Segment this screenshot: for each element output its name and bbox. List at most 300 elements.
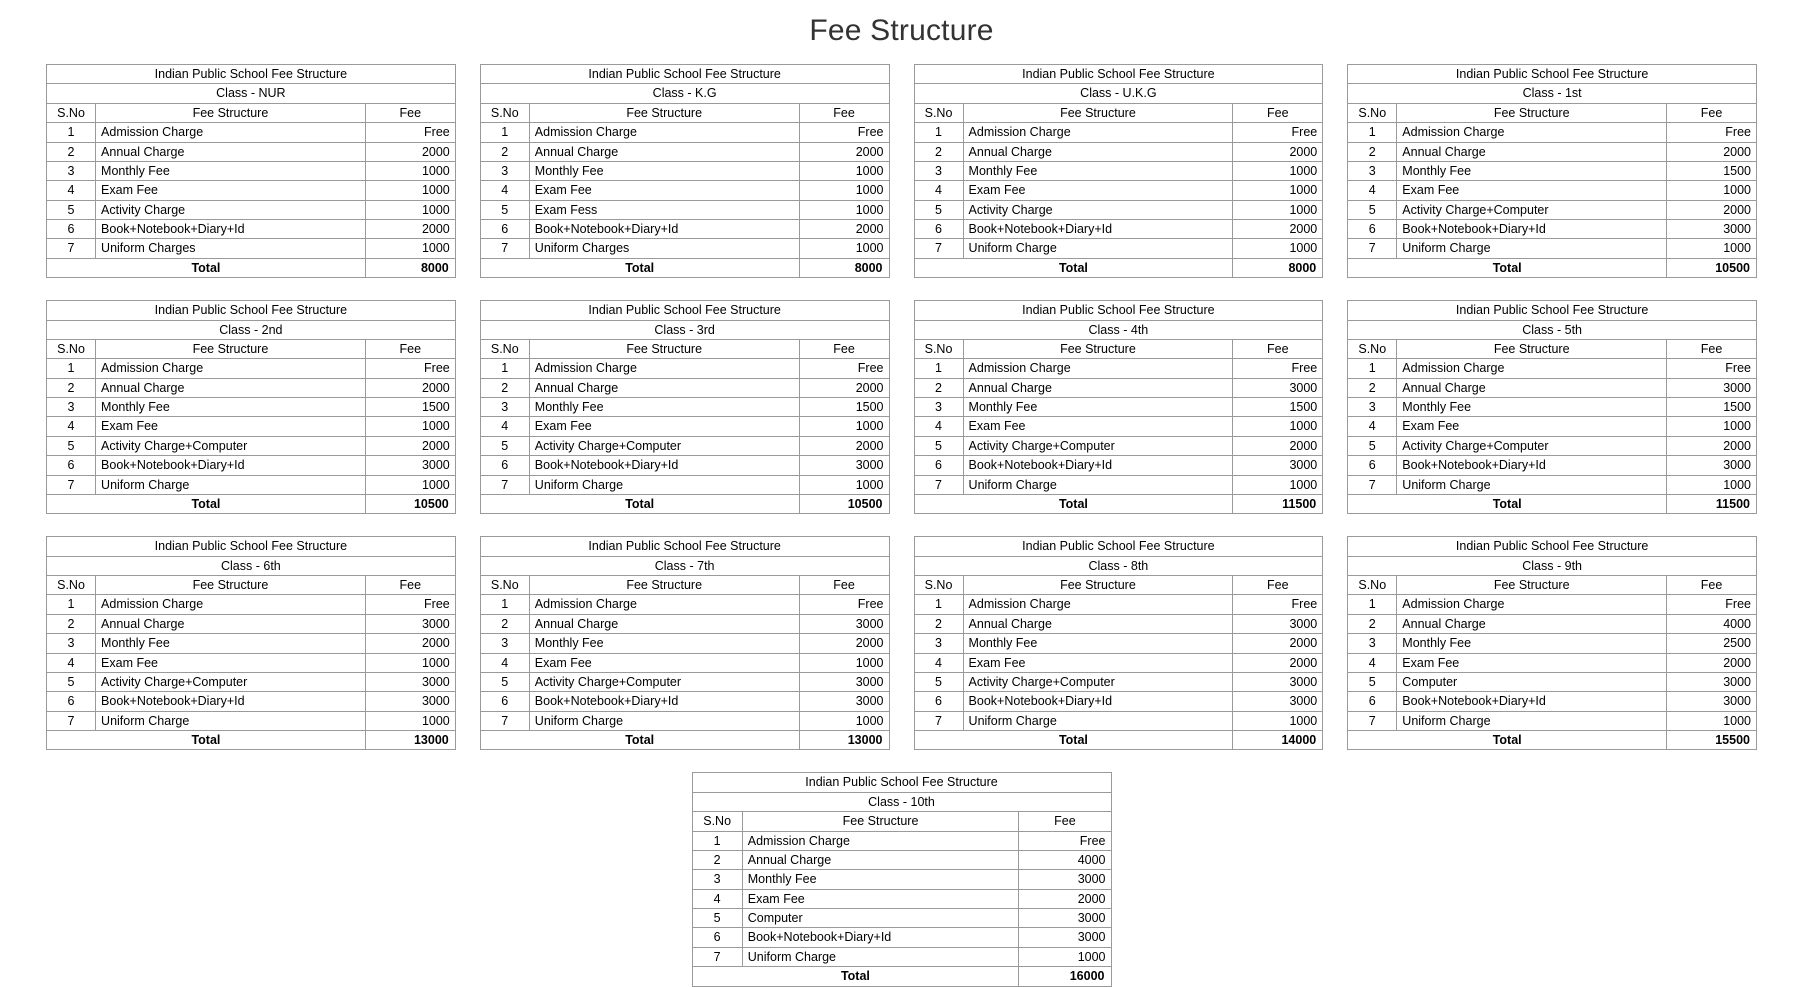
cell-sno: 3 xyxy=(47,161,96,180)
cell-description: Admission Charge xyxy=(1397,123,1667,142)
cell-sno: 6 xyxy=(1348,220,1397,239)
col-header-sno: S.No xyxy=(480,103,529,122)
cell-sno: 3 xyxy=(480,161,529,180)
cell-fee: 1000 xyxy=(1233,475,1323,494)
cell-fee: 2000 xyxy=(1667,142,1757,161)
cell-fee: 1000 xyxy=(365,711,455,730)
cell-sno: 7 xyxy=(480,239,529,258)
cell-fee: Free xyxy=(1667,359,1757,378)
cell-sno: 4 xyxy=(1348,417,1397,436)
total-label: Total xyxy=(480,258,799,277)
col-header-structure: Fee Structure xyxy=(529,576,799,595)
fee-table-cell xyxy=(468,300,902,536)
col-header-fee: Fee xyxy=(365,576,455,595)
cell-sno: 3 xyxy=(914,161,963,180)
cell-sno: 1 xyxy=(47,595,96,614)
fee-table-cell xyxy=(1335,64,1769,300)
col-header-fee: Fee xyxy=(799,103,889,122)
table-row xyxy=(1348,653,1757,672)
table-row xyxy=(914,653,1323,672)
table-header-row xyxy=(1348,576,1757,595)
cell-description: Admission Charge xyxy=(742,831,1019,850)
total-label: Total xyxy=(1348,258,1667,277)
cell-fee: 2000 xyxy=(1233,436,1323,455)
fee-table-cell xyxy=(1335,536,1769,772)
cell-fee: 2000 xyxy=(1019,889,1111,908)
col-header-fee: Fee xyxy=(1667,339,1757,358)
total-value: 8000 xyxy=(1233,258,1323,277)
cell-fee: 1000 xyxy=(799,239,889,258)
table-row xyxy=(1348,672,1757,691)
cell-sno: 5 xyxy=(1348,200,1397,219)
cell-description: Exam Fee xyxy=(1397,653,1667,672)
table-school-title-row xyxy=(480,301,889,320)
table-row xyxy=(47,711,456,730)
cell-description: Book+Notebook+Diary+Id xyxy=(529,456,799,475)
table-row xyxy=(1348,359,1757,378)
table-row xyxy=(480,359,889,378)
cell-sno: 6 xyxy=(47,220,96,239)
table-row xyxy=(914,475,1323,494)
cell-sno: 5 xyxy=(914,200,963,219)
cell-sno: 3 xyxy=(692,870,742,889)
total-value: 8000 xyxy=(365,258,455,277)
cell-description: Uniform Charge xyxy=(1397,711,1667,730)
fee-table-cell xyxy=(676,772,1127,986)
cell-fee: Free xyxy=(1233,595,1323,614)
fee-tables-last-row xyxy=(0,772,1803,986)
table-school-title-row xyxy=(1348,301,1757,320)
cell-sno: 4 xyxy=(914,181,963,200)
cell-description: Exam Fee xyxy=(529,181,799,200)
cell-description: Book+Notebook+Diary+Id xyxy=(96,692,366,711)
cell-description: Uniform Charges xyxy=(529,239,799,258)
table-header-row xyxy=(47,103,456,122)
class-label: Class - 10th xyxy=(692,792,1111,811)
total-value: 11500 xyxy=(1667,494,1757,513)
cell-sno: 5 xyxy=(47,436,96,455)
table-row xyxy=(914,359,1323,378)
cell-sno: 2 xyxy=(914,614,963,633)
cell-description: Annual Charge xyxy=(96,142,366,161)
cell-sno: 7 xyxy=(480,711,529,730)
table-header-row xyxy=(480,103,889,122)
cell-description: Admission Charge xyxy=(529,359,799,378)
table-row xyxy=(1348,692,1757,711)
cell-description: Admission Charge xyxy=(529,595,799,614)
table-row xyxy=(914,142,1323,161)
fee-tables-grid xyxy=(0,64,1803,772)
cell-fee: 2000 xyxy=(1667,200,1757,219)
table-class-row xyxy=(1348,556,1757,575)
table-header-row xyxy=(47,576,456,595)
cell-fee: 1000 xyxy=(365,181,455,200)
table-class-row xyxy=(47,84,456,103)
fee-table xyxy=(480,536,890,750)
cell-description: Exam Fee xyxy=(963,181,1233,200)
col-header-structure: Fee Structure xyxy=(963,339,1233,358)
cell-fee: 3000 xyxy=(1019,928,1111,947)
cell-description: Book+Notebook+Diary+Id xyxy=(529,692,799,711)
table-row xyxy=(692,831,1111,850)
cell-sno: 7 xyxy=(47,475,96,494)
col-header-sno: S.No xyxy=(692,812,742,831)
table-row xyxy=(480,692,889,711)
cell-sno: 1 xyxy=(480,123,529,142)
cell-fee: Free xyxy=(365,359,455,378)
cell-fee: 2000 xyxy=(799,220,889,239)
cell-fee: Free xyxy=(799,123,889,142)
cell-sno: 5 xyxy=(1348,436,1397,455)
table-row xyxy=(480,220,889,239)
table-class-row xyxy=(1348,320,1757,339)
cell-sno: 2 xyxy=(47,142,96,161)
table-row xyxy=(692,870,1111,889)
cell-sno: 3 xyxy=(480,634,529,653)
table-school-title-row xyxy=(1348,65,1757,84)
cell-fee: 3000 xyxy=(1667,378,1757,397)
fee-table-cell xyxy=(468,536,902,772)
col-header-structure: Fee Structure xyxy=(1397,339,1667,358)
table-school-title-row xyxy=(914,537,1323,556)
cell-sno: 1 xyxy=(914,359,963,378)
fee-table xyxy=(480,300,890,514)
cell-sno: 4 xyxy=(480,653,529,672)
table-school-title-row xyxy=(47,537,456,556)
cell-sno: 2 xyxy=(914,378,963,397)
table-row xyxy=(47,692,456,711)
cell-description: Book+Notebook+Diary+Id xyxy=(963,456,1233,475)
cell-fee: 2500 xyxy=(1667,634,1757,653)
cell-sno: 5 xyxy=(480,200,529,219)
cell-fee: 3000 xyxy=(1019,909,1111,928)
table-row xyxy=(480,398,889,417)
cell-fee: 2000 xyxy=(365,634,455,653)
cell-fee: Free xyxy=(1667,595,1757,614)
fee-table-cell xyxy=(1335,300,1769,536)
cell-fee: 3000 xyxy=(365,692,455,711)
total-value: 10500 xyxy=(799,494,889,513)
cell-fee: 3000 xyxy=(1233,614,1323,633)
cell-sno: 5 xyxy=(47,200,96,219)
table-header-row xyxy=(480,339,889,358)
total-value: 10500 xyxy=(1667,258,1757,277)
cell-fee: 2000 xyxy=(365,220,455,239)
cell-description: Monthly Fee xyxy=(963,398,1233,417)
fee-table xyxy=(46,300,456,514)
col-header-structure: Fee Structure xyxy=(963,576,1233,595)
cell-fee: 1000 xyxy=(1667,239,1757,258)
cell-description: Monthly Fee xyxy=(529,398,799,417)
cell-fee: 1000 xyxy=(799,653,889,672)
total-value: 13000 xyxy=(365,731,455,750)
cell-sno: 2 xyxy=(914,142,963,161)
cell-description: Admission Charge xyxy=(1397,595,1667,614)
cell-fee: Free xyxy=(365,595,455,614)
cell-description: Admission Charge xyxy=(963,595,1233,614)
cell-description: Book+Notebook+Diary+Id xyxy=(963,220,1233,239)
class-label: Class - 5th xyxy=(1348,320,1757,339)
cell-sno: 2 xyxy=(1348,378,1397,397)
table-total-row xyxy=(47,731,456,750)
table-total-row xyxy=(1348,731,1757,750)
col-header-structure: Fee Structure xyxy=(96,339,366,358)
cell-sno: 1 xyxy=(480,359,529,378)
cell-description: Annual Charge xyxy=(1397,378,1667,397)
col-header-sno: S.No xyxy=(480,339,529,358)
cell-fee: 4000 xyxy=(1667,614,1757,633)
cell-fee: 2000 xyxy=(365,142,455,161)
cell-sno: 7 xyxy=(914,711,963,730)
table-class-row xyxy=(914,320,1323,339)
table-row xyxy=(47,239,456,258)
cell-fee: 2000 xyxy=(1667,436,1757,455)
table-class-row xyxy=(47,556,456,575)
cell-fee: 3000 xyxy=(1233,672,1323,691)
cell-sno: 5 xyxy=(480,672,529,691)
table-row xyxy=(1348,711,1757,730)
cell-sno: 5 xyxy=(480,436,529,455)
cell-fee: 2000 xyxy=(365,436,455,455)
table-row xyxy=(47,653,456,672)
fee-table xyxy=(1347,536,1757,750)
cell-sno: 1 xyxy=(47,123,96,142)
cell-sno: 1 xyxy=(480,595,529,614)
cell-fee: 1000 xyxy=(365,417,455,436)
cell-fee: 1000 xyxy=(799,161,889,180)
fee-table xyxy=(692,772,1112,986)
table-row xyxy=(47,614,456,633)
cell-description: Monthly Fee xyxy=(96,161,366,180)
table-row xyxy=(47,123,456,142)
table-row xyxy=(480,378,889,397)
cell-sno: 6 xyxy=(1348,456,1397,475)
cell-description: Uniform Charge xyxy=(963,711,1233,730)
cell-fee: Free xyxy=(1667,123,1757,142)
col-header-sno: S.No xyxy=(1348,339,1397,358)
cell-fee: 1500 xyxy=(799,398,889,417)
cell-sno: 6 xyxy=(914,220,963,239)
cell-fee: 1500 xyxy=(365,398,455,417)
cell-sno: 7 xyxy=(47,711,96,730)
table-school-title-row xyxy=(914,301,1323,320)
table-row xyxy=(914,123,1323,142)
cell-fee: 3000 xyxy=(1233,456,1323,475)
cell-fee: 1000 xyxy=(799,475,889,494)
class-label: Class - NUR xyxy=(47,84,456,103)
cell-sno: 5 xyxy=(914,672,963,691)
cell-sno: 6 xyxy=(1348,692,1397,711)
cell-description: Annual Charge xyxy=(963,614,1233,633)
table-row xyxy=(1348,634,1757,653)
table-row xyxy=(1348,142,1757,161)
table-row xyxy=(1348,200,1757,219)
cell-sno: 2 xyxy=(1348,614,1397,633)
table-row xyxy=(47,436,456,455)
table-row xyxy=(480,142,889,161)
cell-description: Activity Charge+Computer xyxy=(96,436,366,455)
table-total-row xyxy=(914,731,1323,750)
table-header-row xyxy=(914,576,1323,595)
cell-fee: 4000 xyxy=(1019,850,1111,869)
cell-sno: 6 xyxy=(480,692,529,711)
col-header-sno: S.No xyxy=(47,339,96,358)
total-value: 14000 xyxy=(1233,731,1323,750)
cell-sno: 1 xyxy=(47,359,96,378)
table-class-row xyxy=(914,84,1323,103)
cell-sno: 7 xyxy=(1348,475,1397,494)
table-row xyxy=(480,672,889,691)
table-row xyxy=(480,200,889,219)
table-row xyxy=(1348,475,1757,494)
cell-fee: 2000 xyxy=(365,378,455,397)
table-row xyxy=(692,947,1111,966)
cell-sno: 3 xyxy=(1348,161,1397,180)
cell-description: Exam Fess xyxy=(529,200,799,219)
cell-sno: 4 xyxy=(47,653,96,672)
cell-fee: 2000 xyxy=(799,634,889,653)
cell-fee: 3000 xyxy=(1019,870,1111,889)
cell-sno: 6 xyxy=(914,692,963,711)
cell-description: Annual Charge xyxy=(1397,142,1667,161)
cell-description: Monthly Fee xyxy=(1397,398,1667,417)
school-title: Indian Public School Fee Structure xyxy=(47,301,456,320)
cell-description: Uniform Charge xyxy=(1397,239,1667,258)
school-title: Indian Public School Fee Structure xyxy=(1348,301,1757,320)
table-row xyxy=(480,239,889,258)
cell-sno: 2 xyxy=(47,378,96,397)
cell-fee: 1000 xyxy=(1233,239,1323,258)
class-label: Class - 8th xyxy=(914,556,1323,575)
col-header-structure: Fee Structure xyxy=(742,812,1019,831)
cell-fee: 1000 xyxy=(1667,417,1757,436)
col-header-sno: S.No xyxy=(480,576,529,595)
cell-description: Annual Charge xyxy=(742,850,1019,869)
table-class-row xyxy=(480,320,889,339)
cell-fee: 1000 xyxy=(1667,181,1757,200)
table-school-title-row xyxy=(692,773,1111,792)
col-header-sno: S.No xyxy=(914,103,963,122)
table-row xyxy=(47,634,456,653)
total-label: Total xyxy=(1348,494,1667,513)
col-header-sno: S.No xyxy=(47,103,96,122)
cell-fee: Free xyxy=(799,595,889,614)
cell-sno: 4 xyxy=(914,417,963,436)
cell-description: Uniform Charge xyxy=(963,239,1233,258)
table-row xyxy=(914,200,1323,219)
total-label: Total xyxy=(914,731,1233,750)
cell-fee: 1000 xyxy=(1233,181,1323,200)
table-row xyxy=(47,220,456,239)
fee-table xyxy=(914,536,1324,750)
cell-sno: 1 xyxy=(1348,123,1397,142)
school-title: Indian Public School Fee Structure xyxy=(1348,65,1757,84)
cell-description: Annual Charge xyxy=(529,378,799,397)
cell-description: Annual Charge xyxy=(96,378,366,397)
cell-sno: 6 xyxy=(692,928,742,947)
cell-description: Book+Notebook+Diary+Id xyxy=(963,692,1233,711)
table-total-row xyxy=(480,731,889,750)
cell-description: Monthly Fee xyxy=(742,870,1019,889)
cell-fee: 1000 xyxy=(1233,200,1323,219)
cell-fee: Free xyxy=(799,359,889,378)
table-row xyxy=(47,200,456,219)
table-row xyxy=(914,239,1323,258)
col-header-fee: Fee xyxy=(1233,103,1323,122)
table-row xyxy=(47,417,456,436)
table-total-row xyxy=(480,258,889,277)
table-row xyxy=(914,595,1323,614)
cell-fee: 1000 xyxy=(799,181,889,200)
table-row xyxy=(692,850,1111,869)
col-header-fee: Fee xyxy=(1233,576,1323,595)
table-row xyxy=(914,417,1323,436)
school-title: Indian Public School Fee Structure xyxy=(47,537,456,556)
table-row xyxy=(692,909,1111,928)
cell-description: Activity Charge xyxy=(96,200,366,219)
cell-fee: 1000 xyxy=(1233,417,1323,436)
cell-sno: 2 xyxy=(480,614,529,633)
table-row xyxy=(914,456,1323,475)
table-header-row xyxy=(1348,339,1757,358)
cell-description: Computer xyxy=(742,909,1019,928)
school-title: Indian Public School Fee Structure xyxy=(914,301,1323,320)
table-row xyxy=(480,595,889,614)
cell-description: Activity Charge+Computer xyxy=(529,436,799,455)
cell-sno: 2 xyxy=(47,614,96,633)
fee-table-cell xyxy=(34,300,468,536)
col-header-structure: Fee Structure xyxy=(963,103,1233,122)
fee-table xyxy=(480,64,890,278)
cell-sno: 7 xyxy=(1348,239,1397,258)
table-row xyxy=(47,595,456,614)
cell-description: Admission Charge xyxy=(96,595,366,614)
table-row xyxy=(914,672,1323,691)
table-row xyxy=(480,161,889,180)
school-title: Indian Public School Fee Structure xyxy=(480,301,889,320)
cell-sno: 3 xyxy=(914,398,963,417)
cell-description: Monthly Fee xyxy=(963,161,1233,180)
cell-fee: Free xyxy=(1019,831,1111,850)
cell-description: Monthly Fee xyxy=(1397,161,1667,180)
table-row xyxy=(47,672,456,691)
cell-fee: 1000 xyxy=(365,653,455,672)
table-school-title-row xyxy=(1348,537,1757,556)
table-row xyxy=(914,436,1323,455)
table-school-title-row xyxy=(480,537,889,556)
cell-description: Admission Charge xyxy=(529,123,799,142)
cell-description: Monthly Fee xyxy=(96,398,366,417)
cell-sno: 5 xyxy=(1348,672,1397,691)
cell-fee: 3000 xyxy=(365,614,455,633)
cell-description: Activity Charge xyxy=(963,200,1233,219)
cell-description: Exam Fee xyxy=(742,889,1019,908)
table-row xyxy=(692,928,1111,947)
cell-fee: 2000 xyxy=(1233,142,1323,161)
cell-fee: Free xyxy=(1233,123,1323,142)
cell-sno: 4 xyxy=(47,181,96,200)
cell-description: Uniform Charges xyxy=(96,239,366,258)
table-row xyxy=(1348,417,1757,436)
cell-sno: 2 xyxy=(480,378,529,397)
cell-fee: 3000 xyxy=(365,672,455,691)
cell-sno: 3 xyxy=(480,398,529,417)
cell-sno: 5 xyxy=(692,909,742,928)
cell-sno: 7 xyxy=(1348,711,1397,730)
cell-description: Monthly Fee xyxy=(529,161,799,180)
table-row xyxy=(47,359,456,378)
cell-fee: 1000 xyxy=(365,239,455,258)
